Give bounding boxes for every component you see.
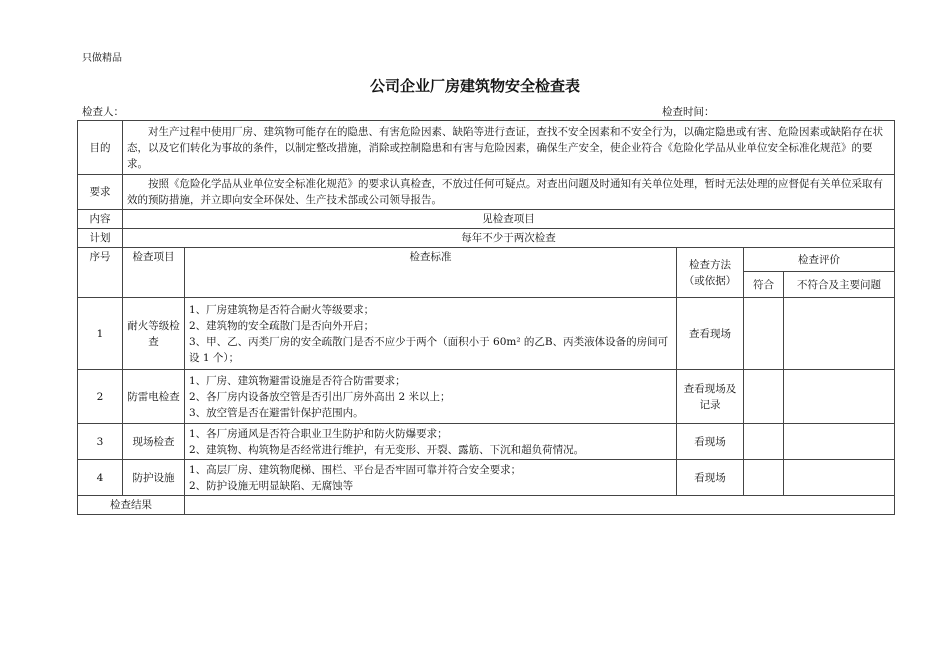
result-row <box>78 496 895 515</box>
row-standards <box>185 460 677 496</box>
row-no: 1 <box>78 298 123 370</box>
inspector-label: 检查人： <box>82 106 124 118</box>
row-standards <box>185 424 677 460</box>
row-method: 查看现场 <box>677 298 744 370</box>
col-item: 检查项目 <box>123 248 185 298</box>
result-label: 检查结果 <box>78 496 185 515</box>
row-nonconform-cell[interactable] <box>784 424 895 460</box>
row-no: 2 <box>78 370 123 424</box>
col-method: 检查方法（或依据） <box>677 248 744 298</box>
row-conform-cell[interactable] <box>744 298 784 370</box>
plan-row <box>78 229 895 248</box>
purpose-text: 对生产过程中使用厂房、建筑物可能存在的隐患、有害危险因素、缺陷等进行查证，查找不安全因素和不安全行为，以确定隐患或有害、危险因素或缺陷存在状态，以及它们转化为事故的条件，以制定整改措施，消除或控制隐患和有害与危险因素，确保生产安全，使企业符合《危险化学品从业单位安全标准化规范》的要求。 <box>123 121 895 175</box>
standard-line: 1、各厂房通风是否符合职业卫生防护和防火防爆要求； <box>189 427 448 440</box>
header-note: 只做精品 <box>82 53 122 64</box>
standard-line: 2、各厂房内设备放空管是否引出厂房外高出 2 米以上； <box>189 390 451 403</box>
content-label: 内容 <box>78 210 123 229</box>
row-nonconform-cell[interactable] <box>784 460 895 496</box>
col-standard: 检查标准 <box>185 248 677 298</box>
standard-line: 3、甲、乙、丙类厂房的安全疏散门是否不应少于两个（面积小于 60m² 的乙B、丙类液体设备的房间可设 1 个）； <box>189 335 669 364</box>
row-no: 4 <box>78 460 123 496</box>
requirement-label: 要求 <box>78 175 123 210</box>
row-method: 看现场 <box>677 424 744 460</box>
row-item: 耐火等级检查 <box>123 298 185 370</box>
row-method: 看现场 <box>677 460 744 496</box>
table-row <box>78 460 895 496</box>
row-item: 现场检查 <box>123 424 185 460</box>
purpose-row <box>78 121 895 175</box>
content-value: 见检查项目 <box>123 210 895 229</box>
row-method: 查看现场及记录 <box>677 370 744 424</box>
content-row <box>78 210 895 229</box>
row-standards <box>185 370 677 424</box>
row-conform-cell[interactable] <box>744 460 784 496</box>
standard-line: 2、建筑物、构筑物是否经常进行维护，有无变形、开裂、露筋、下沉和超负荷情况。 <box>189 443 585 456</box>
requirement-text: 按照《危险化学品从业单位安全标准化规范》的要求认真检查，不放过任何可疑点。对查出问题及时通知有关单位处理，暂时无法处理的应督促有关单位采取有效的预防措施，并立即向安全环保处、生产技术部或公司领导报告。 <box>123 175 895 210</box>
col-evaluation: 检查评价 <box>744 248 895 272</box>
standard-line: 2、防护设施无明显缺陷、无腐蚀等 <box>189 479 354 492</box>
row-no: 3 <box>78 424 123 460</box>
table-row <box>78 298 895 370</box>
row-item: 防护设施 <box>123 460 185 496</box>
row-conform-cell[interactable] <box>744 370 784 424</box>
column-header-row <box>78 248 895 272</box>
requirement-row <box>78 175 895 210</box>
inspection-table <box>77 120 895 515</box>
standard-line: 1、厂房建筑物是否符合耐火等级要求； <box>189 303 375 316</box>
table-row <box>78 424 895 460</box>
standard-line: 1、高层厂房、建筑物爬梯、围栏、平台是否牢固可靠并符合安全要求； <box>189 463 522 476</box>
row-nonconform-cell[interactable] <box>784 298 895 370</box>
row-item: 防雷电检查 <box>123 370 185 424</box>
inspection-time-label: 检查时间： <box>662 106 715 118</box>
result-cell[interactable] <box>185 496 895 515</box>
row-standards <box>185 298 677 370</box>
plan-label: 计划 <box>78 229 123 248</box>
standard-line: 2、建筑物的安全疏散门是否向外开启； <box>189 319 375 332</box>
plan-value: 每年不少于两次检查 <box>123 229 895 248</box>
row-conform-cell[interactable] <box>744 424 784 460</box>
table-row <box>78 370 895 424</box>
purpose-label: 目的 <box>78 121 123 175</box>
col-conform: 符合 <box>744 272 784 298</box>
standard-line: 1、厂房、建筑物避雷设施是否符合防雷要求； <box>189 374 406 387</box>
standard-line: 3、放空管是否在避雷针保护范围内。 <box>189 406 364 419</box>
col-no: 序号 <box>78 248 123 298</box>
col-nonconform: 不符合及主要问题 <box>784 272 895 298</box>
document-title: 公司企业厂房建筑物安全检查表 <box>369 77 580 95</box>
row-nonconform-cell[interactable] <box>784 370 895 424</box>
